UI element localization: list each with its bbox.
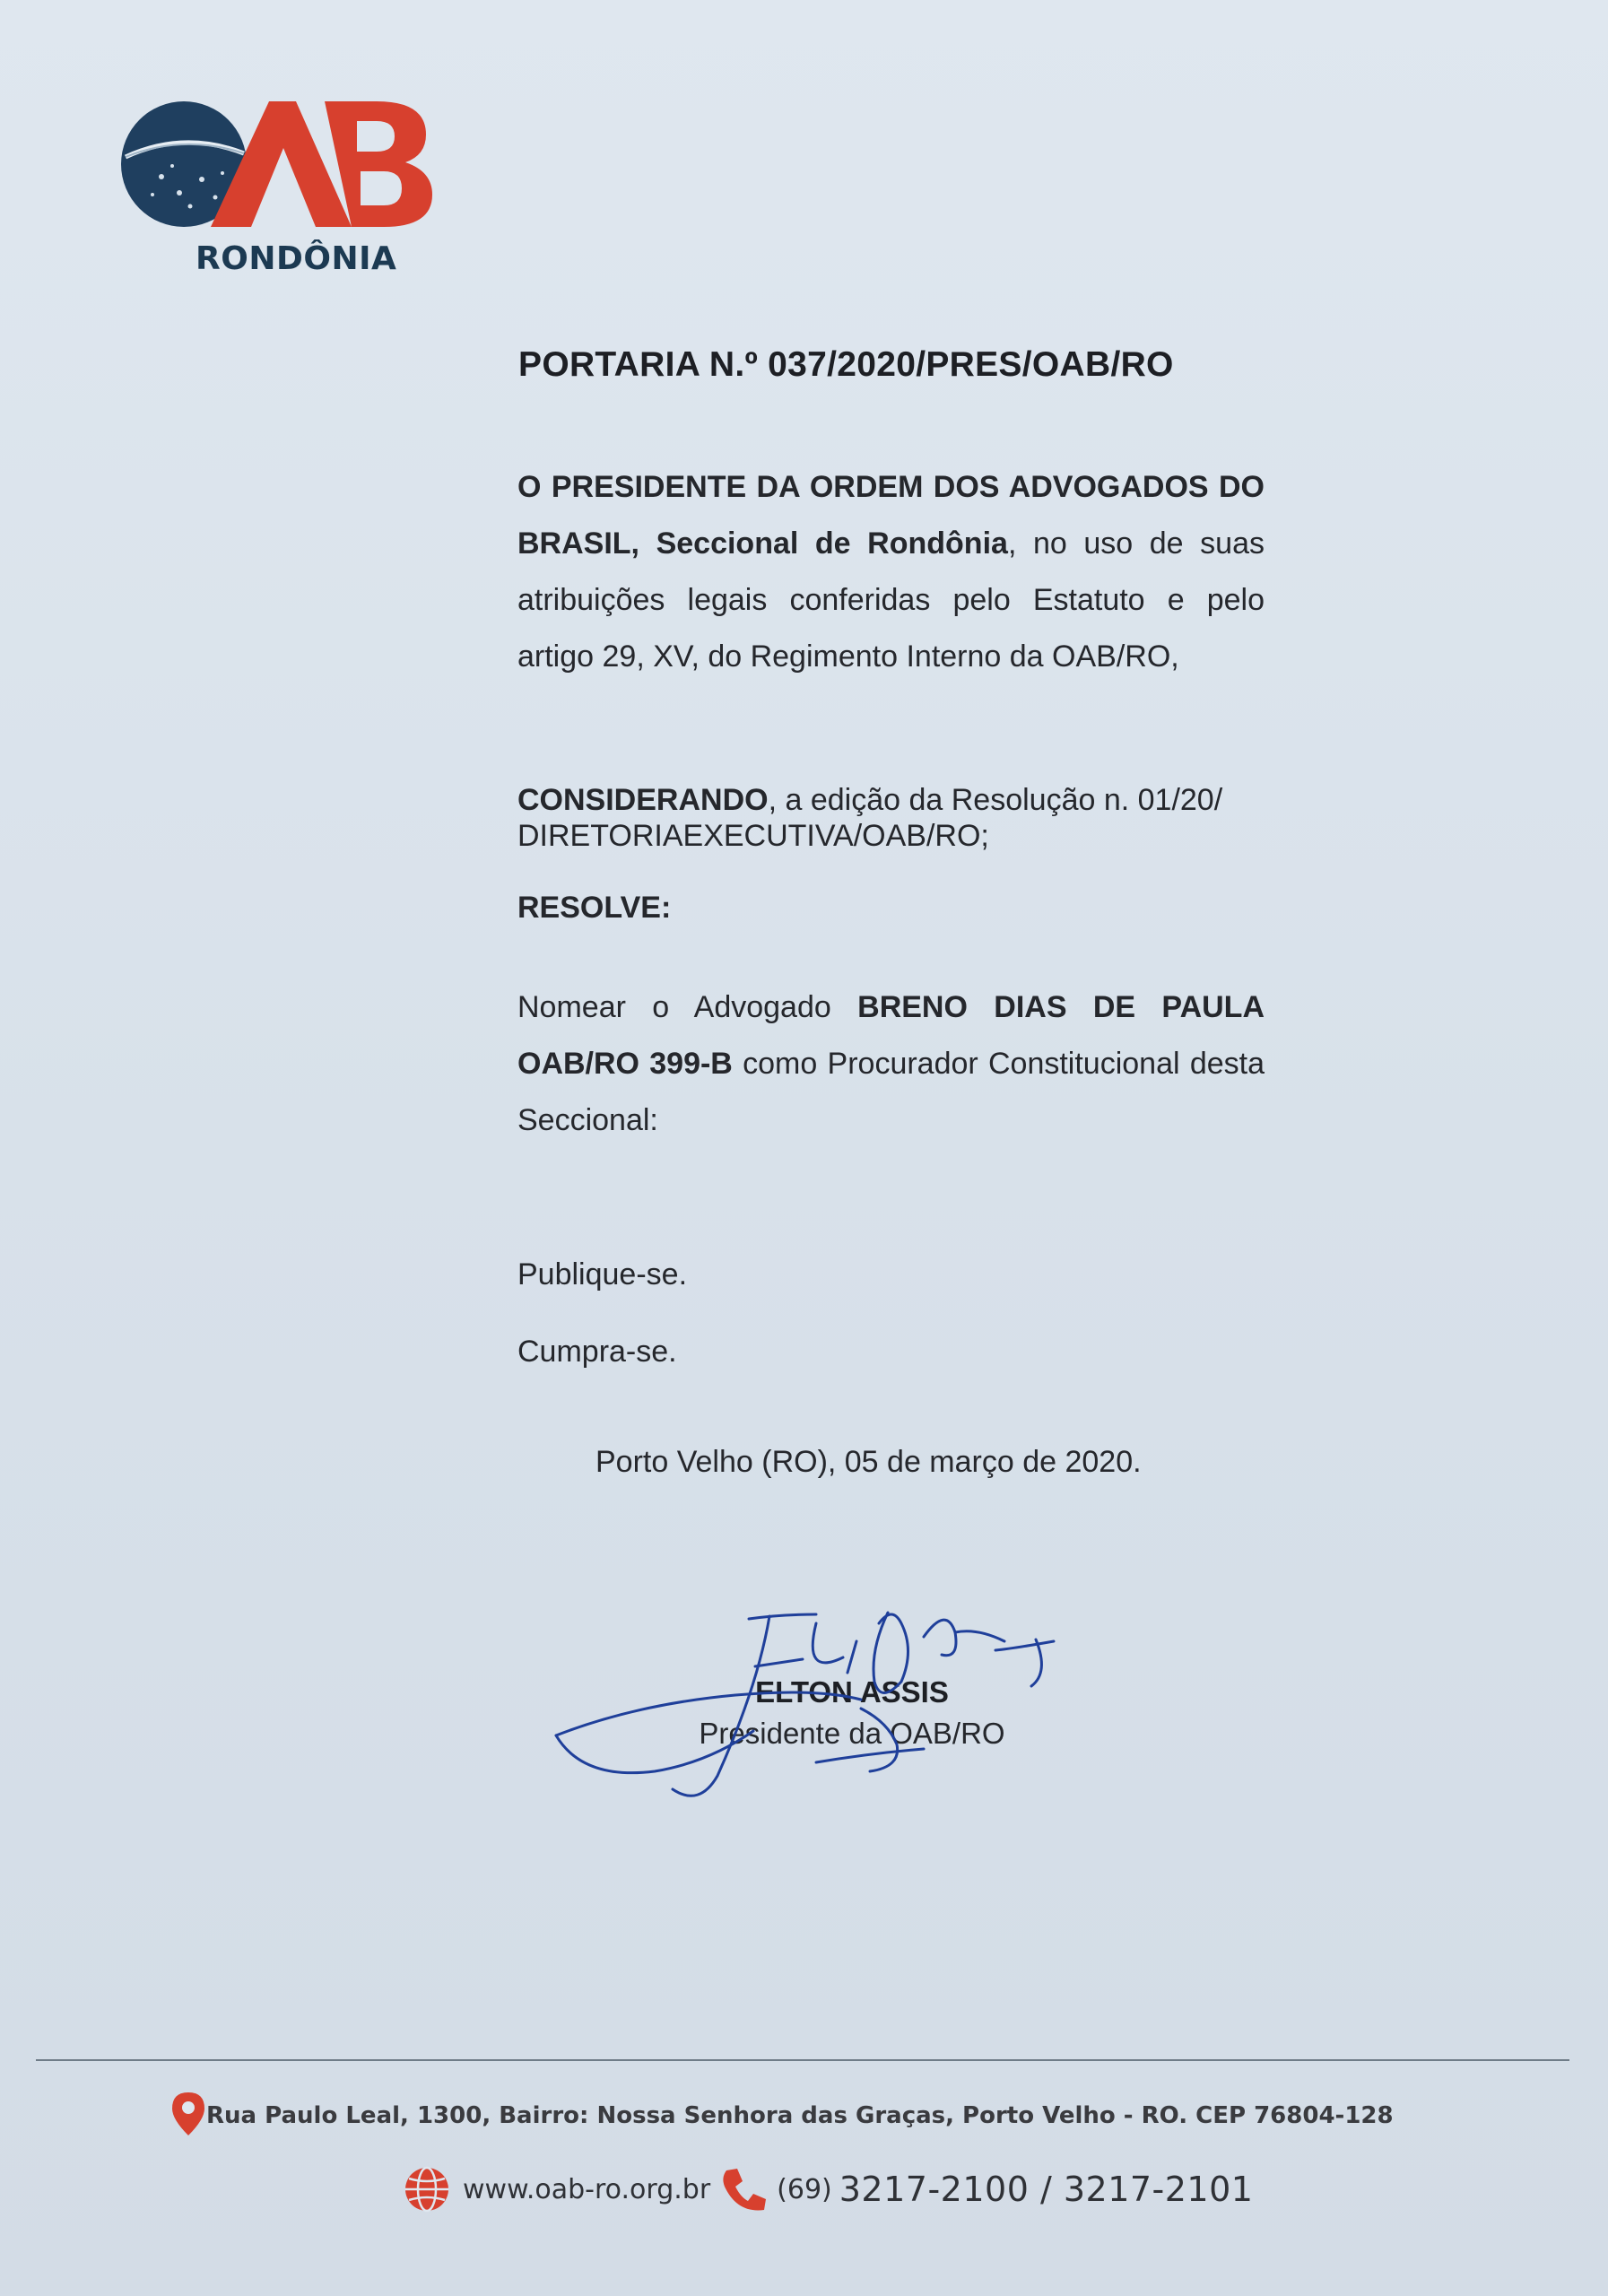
handwritten-signature: [547, 1587, 1193, 1812]
considerando-text: , a edição da Resolução n. 01/20/ DIRETORIAEXECUTIVA/OAB/RO;: [517, 783, 1223, 853]
document-title: PORTARIA N.º 037/2020/PRES/OAB/RO: [518, 345, 1174, 384]
preamble-text: , no uso de suas atribuições legais conferidas pelo Estatuto e pelo artigo 29, XV, do Regimento Interno da OAB/RO,: [517, 526, 1265, 674]
cumpra-line: Cumpra-se.: [517, 1335, 677, 1369]
address-text: Rua Paulo Leal, 1300, Bairro: Nossa Senhora das Graças, Porto Velho - RO. CEP 76804-128: [206, 2102, 1394, 2129]
phone-ddd: (69): [777, 2173, 832, 2205]
nomear-before: Nomear o Advogado: [517, 990, 858, 1024]
phone-numbers: 3217-2100 / 3217-2101: [839, 2170, 1254, 2209]
footer-divider: [36, 2059, 1569, 2061]
resolve-heading: RESOLVE:: [517, 891, 672, 925]
signer-role: Presidente da OAB/RO: [699, 1717, 1005, 1750]
nomear-after: como Procurador Constitucional desta Seccional:: [517, 1047, 1265, 1137]
nomear-bold: BRENO DIAS DE PAULA OAB/RO 399-B: [517, 990, 1265, 1081]
map-pin-icon: [170, 2091, 206, 2137]
date-place: Porto Velho (RO), 05 de março de 2020.: [595, 1445, 1142, 1479]
footer-address: [206, 2102, 1394, 2129]
considerando-paragraph: [517, 782, 1265, 854]
logo-caption: RONDÔNIA: [196, 240, 397, 277]
phone-icon: [719, 2165, 768, 2213]
signer-name: ELTON ASSIS: [755, 1675, 949, 1709]
preamble-bold: O PRESIDENTE DA ORDEM DOS ADVOGADOS DO BRASIL, Seccional de Rondônia: [517, 470, 1265, 561]
footer-contact: [404, 2165, 1253, 2213]
considerando-bold: CONSIDERANDO: [517, 783, 769, 817]
nomear-paragraph: [517, 979, 1265, 1149]
preamble-paragraph: [517, 459, 1265, 685]
website-text[interactable]: www.oab-ro.org.br: [463, 2173, 711, 2205]
globe-icon: [404, 2166, 450, 2213]
publique-line: Publique-se.: [517, 1257, 688, 1292]
